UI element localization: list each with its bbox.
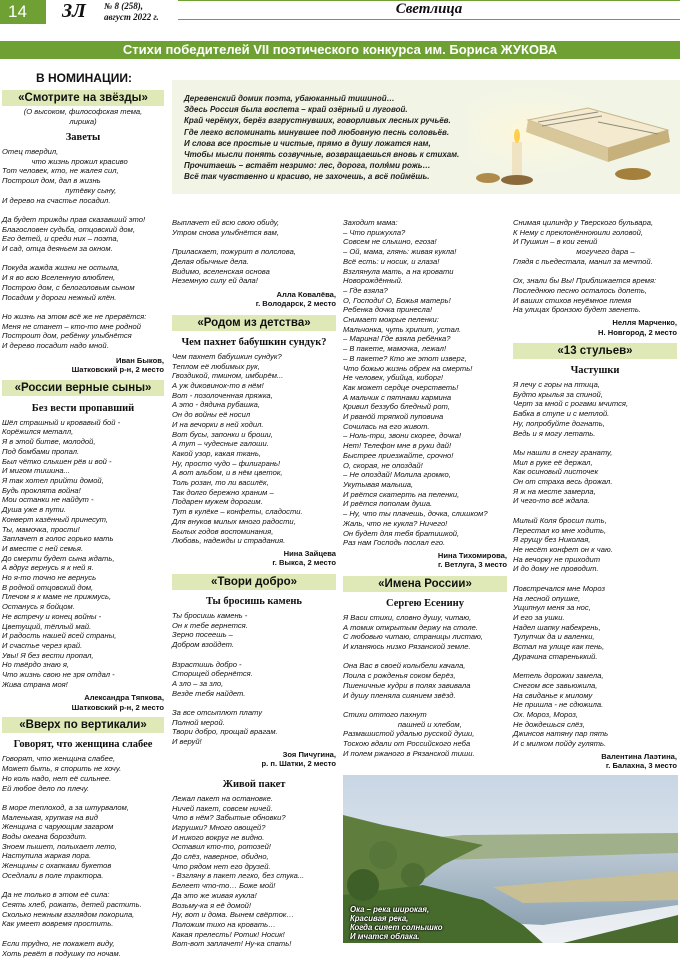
nominations-title: В НОМИНАЦИИ: [36,71,132,85]
poem-title: Ты бросишь камень [206,595,302,607]
nomination-good: «Твори добро» [172,574,336,590]
column-4 [513,218,677,771]
nomination-stars: «Смотрите на звёзды» [2,90,164,106]
poem-text: Говорят, что женщина слабее, Может быть, я спорить не хочу. Но коль надо, нет её сильнее. Ей любое дело по плечу. В море теплоход, а за штурвалом, Маленькая, хрупкая на вид Женщина с чарующим загаром Воды океана бороздит. Зноем пышет, полыхает лето, Наступила жаркая пора. Женщины с охапками букетов Оседлали в поле трактора. Да не только в этом её сила: Сеять хлеб, рожать, детей растить. Сколько нежным взглядом покорила, Как умеет вовремя простить. Если трудно, не покажет виду, Хоть ревёт в подушку по ночам. [2,754,142,958]
poem-signature: Александра Тяпкова, Шатковский р-н, 2 место [71,693,164,712]
rubric-title: Светлица [395,1,463,17]
poem-signature: Алла Ковалёва, г. Володарск, 2 место [255,289,336,309]
poem-signature: Нина Тихомирова, г. Ветлуга, 3 место [437,550,507,570]
poem-text: Чем пахнет бабушкин сундук? Теплом её любимых рук, Гвоздикой, тмином, имбирём... А уж диковинок-то в нём! Вот - позолоченная пряжка, А это - дядина рубашка, Он до войны её носил И на вечорки в ней ходил. Вот бусы, запонки и броши, А тут – чудесные галоши. Какой узор, какая ткань, Ну, просто чудо – филигрань! А вот альбом, и в нём цветок, Толь розан, то ли василёк, Так долго бережно храним – Подарен мужем дорогим. Тут в кулёке – конфеты, сладости. Для внуков милых много радости, Былых годов воспоминания, Любовь, надежды и страдания. [172,351,303,546]
page-number: 14 [8,2,27,21]
nomination-childhood: «Родом из детства» [172,315,336,331]
poem-text: Лежал пакет на остановке. Ничей пакет, совсем ничей. Что в нём? Забытые обновки? Игрушки? Много овощей? И никого вокруг не видно. Оставил кто-то, ротозей! До слёз, наверное, обидно, Что рядом нет его друзей. - Взгляну в пакет легко, без стука... Белеет что-то… Боже мой! Да это же живая кукла! Возьму-ка я её домой! Ну, вот и дома. Вынем свёрток… Положим тихо на кровать… Какая прелесть! Ротик! Носик! Вот-вот заплачет! Ну-ка спать! [172,793,305,949]
poem-text: Отец твердил, что жизнь прожил красиво Тот человек, кто, не жалея сил, Пострoил дом, дал в жизнь путёвку сыну, И дерево на счастье посадил. Да будет трижды прав сказавший это! Благословен судьба, отцовский дом, Его детей, и среди них – поэта, И сад, отца деяньем за окном. Покуда жажда жизни не остыла, И я во всю Вселенную влюблен, Построю дом, с белоголовым сыном Посадим у дороги нежный клён. Но жизнь на этом всё же не прервётся: Меня не станет – кто-то мне родной Пострoит дом, ребёнку улыбнётся И дерево посадит надо мной. [2,147,147,351]
poem-title: Частушки [570,365,620,377]
poem-signature: Иван Быков, Шатковский р-н, 2 место [71,355,164,375]
nomination-13-chairs: «13 стульев» [513,343,677,359]
intro-verse: Деревенский домик поэта, убаюканный тишиной… Здесь Россия была воспета – край озёрный и луговой. Край черёмух, берёз взгрустнувших, говорливых лесных ручьёв. Где легко вспоминать минувшее под любовную песнь соловьёв. И слова все простые и чистые, прямо в душу ложатся нам, Чтобы мысли понять созвучные, возвращаешься вновь к стихам. Прочитаешь – встаёт незримо: лес, дорога, поля́ми рожь… Всё так чувственно и красиво, не захочешь, а всё поймёшь. [184,94,460,182]
poem-text: Я Васи стихи, словно душу, читаю, А томик открытым держу на столе. С любовью читаю, страницы листаю, И кланяюсь низко Рязанской земле. Она Вас в своей колыбели качала, Поила с рожденья соком берёз, Пшеничные кудри в полях завивала И душу пленяла сиянием звёзд. Стихи оттого пахнут пашней и хлебом, Размашистой удалью русской души, Тоскою вдали от Российского неба И полем ржаного в Рязанской тиши. [343,612,483,758]
nomination-sons: «России верные сыны» [2,380,164,396]
poem-signature: Зоя Пичугина, р. п. Шатки, 2 место [261,749,336,769]
poem-signature: Валентина Лаэтина, г. Балахна, 3 место [601,751,677,771]
poem-title: Говорят, что женщина слабее [13,739,153,751]
column-1 [2,90,164,958]
poem-text: Заходит мама: – Что прижухла? Совсем не слышно, егоза! – Ой, мама, глянь: живая кукла! Всё есть: и носик, и глаза! Взглянула мать, а на кровати Новорождённый. – Где взяла? О, Господи! О, Божья матерь! Ребенка дочка принесла! Снимает мокрые пеленки: Мальчонка, чуть хрипит, устал. – Марина! Где взяла ребёнка? – В пакете, мамочка, лежал! – В пакете? Кто же этот изверг, Что божью жизнь обрек на смерть! Не человек, убийца, киборг! Как может сердце очерстветь! А мальчик с пятнами кармина Кривил беззубо бледный рот, И рвано́й тряпкой пуповина Сочилась на его живот. – Ноль-три, звони скорее, дочка! Нет! Телефон мне в руки дай! Быстрее приезжайте, срочно! О, скорая, не опоздай! – Не опоздай! Молила громко, Укутывая малыша, И рвётся скатерть на пеленки, И рвётся пополам душа. – Ну, что ты плачешь, дочка, слишком? Жаль, что не кукла? Ничего! Он будет для тебя братишкой, Раз нам Господь послал его. [343,218,488,548]
contest-banner: Стихи победителей VII поэтического конкурса им. Бориса ЖУКОВА [0,41,680,59]
poem-signature: Нелля Марченко, Н. Новгород, 2 место [598,318,677,337]
poem-title: Чем пахнет бабушкин сундук? [181,336,327,348]
nomination-names: «Имена России» [343,576,507,592]
nomination-vertical: «Вверх по вертикали» [2,717,164,733]
poem-text: Ты бросишь камень - Он к тебе вернется. Зерно посеешь – Добром взойдет. Взрастишь добро - Сторицей обернётся. А зло – за зло, Везде тебя найдет. За все отсыплют плату Полной мерой. Твори добро, прощай врагам. И веруй! [172,610,278,747]
poem-text: Я лечу с горы на птица, Будто крылья за спиной, Черт за мной с рогами мчится, Бабка в ступе и с метлой. Ну, попробуйте догнать, Ведь и я могу летать. Мы нашли в снегу гранату, Мил в руке её держал, Как осиновый листочек Он от страха весь дрожал. Я ж на месте замерла, И чего-то всё ждала. Милый Коля бросил пить, Перестал ко мне ходить, Я грущу без Николая, Не несёт конфет он к чаю. На вечорку не приходит И до дому не проводит. Повстречался мне Мороз На лесной опушке, Ущипнул меня за нос, И его за ушки. Надел шапку набекрень, Тулупчик да и валенки, Встал на улице как пень, Дурачина стареньккий. Метель дорожки замела, Снегом все завьюжила, На свиданье к милому Не пришла - не сдюжила. Ох. Мороз, Мороз, Не дождешься слёз, Джинсов натяну пар пять И с милком пойду гулять. [513,380,629,749]
photo-caption: Ока – река широкая, Красивая река, Когда сияет солнышко И мчатся облака. [350,905,443,941]
book-candle-image [468,82,678,192]
column-2 [172,218,336,949]
poem-text: Снимая цилиндр у Тверского бульвара, К Нему с преклонённоюили головой, И Пушкин – в кои гений могучего дара – Глядя с пьедестала, манил за мечтой. Ох, знали бы Вы! Приближается время: Последнюю песню осталось допеть, И ваших стихов неуёмное племя На улицах бронзою будет звенеть. [513,218,657,315]
newspaper-logo: ЗЛ [62,0,86,22]
page-header [0,0,680,26]
poem-text: Выплачет ей всю свою обиду, Утром снова улыбнётся вам, Приласкает, пожурит в полслова, Делая обычные дела. Видимо, вселенская основа Неземную силу ей дала! [172,218,296,286]
poem-title: Сергею Есенину [385,597,464,609]
poem-signature: Нина Зайцева г. Выкса, 2 место [272,548,336,568]
poem-title: Живой пакет [222,778,286,790]
issue-date: август 2022 г. [104,12,159,22]
poem-title: Без вести пропавший [31,402,135,414]
column-3 [343,218,507,758]
poem-title: Заветы [65,132,101,143]
nomination-stars-subtitle: (О высоком, философская тема, лирика) [23,107,143,126]
issue-number: № 8 (258), [104,1,143,11]
poem-text: Шёл страшный и кровавый бой - Корёжился металл, Я в этой битве, молодой, Под бомбами пропал. Был чётко слышен рёв и вой - И мигом тишина... Я так хотел прийти домой, Будь проклята война! Мои останки не найдут - Душа уже в пути. Конверт казённый принесут, Ты, мамочка, прости! Заплачет в голос горько мать И вместе с ней семья. До смерти будет сына ждать, А вдруг вернусь я к ней я. Но я-то точно не вернусь В родной отцовский дом, Плечом я к маме не прижмусь, Останусь я бойцом. Не встречу и конец войны - Цветущий, тёплый май. И радость нашей всей страны, И счастье через край. Увы! Я без вести пропал, Но твёрдо знаю я, Что жизнь свою не зря отдал - Жива страна моя! [2,417,121,689]
